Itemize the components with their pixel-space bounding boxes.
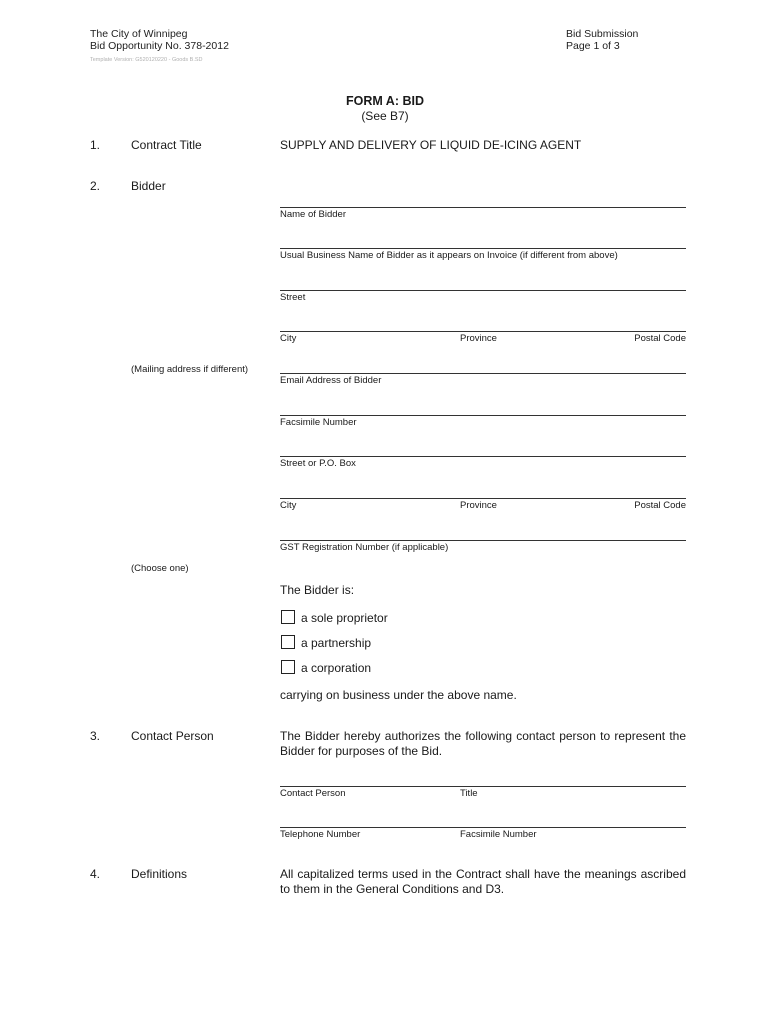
province-label: Province (460, 333, 497, 344)
street-po-line[interactable] (280, 456, 686, 457)
section1-label: Contract Title (131, 138, 202, 152)
city-label: City (280, 333, 297, 344)
header-bid-submission: Bid Submission (566, 28, 639, 40)
telephone-label: Telephone Number (280, 829, 361, 840)
gst-label: GST Registration Number (if applicable) (280, 542, 449, 553)
gst-line[interactable] (280, 540, 686, 541)
bidder-is-label: The Bidder is: (280, 583, 355, 597)
section4-number: 4. (90, 867, 101, 881)
name-of-bidder-label: Name of Bidder (280, 209, 347, 220)
definitions-text: All capitalized terms used in the Contract shall have the meanings ascribed to them in the General Conditions and D3. (280, 867, 686, 896)
header-page-number: Page 1 of 3 (566, 40, 620, 52)
contact-person-line[interactable] (280, 786, 686, 787)
carrying-on-text: carrying on business under the above name. (280, 688, 517, 702)
street-label: Street (280, 292, 306, 303)
sole-proprietor-checkbox[interactable] (281, 610, 295, 624)
postal-code-label: Postal Code (634, 333, 686, 344)
mailing-city-label: City (280, 500, 297, 511)
street-line[interactable] (280, 290, 686, 291)
section2-number: 2. (90, 179, 101, 193)
header-bid-opportunity: Bid Opportunity No. 378-2012 (90, 40, 229, 52)
contract-title-value: SUPPLY AND DELIVERY OF LIQUID DE-ICING AGENT (280, 138, 582, 152)
mailing-province-label: Province (460, 500, 497, 511)
usual-business-name-line[interactable] (280, 248, 686, 249)
corporation-label: a corporation (301, 661, 372, 675)
mailing-postal-code-label: Postal Code (634, 500, 686, 511)
form-title: FORM A: BID (346, 94, 424, 108)
email-line[interactable] (280, 373, 686, 374)
usual-business-name-label: Usual Business Name of Bidder as it appears on Invoice (if different from above) (280, 250, 618, 261)
mailing-address-note: (Mailing address if different) (131, 364, 249, 375)
contact-person-label: Contact Person (280, 788, 346, 799)
name-of-bidder-line[interactable] (280, 207, 686, 208)
email-label: Email Address of Bidder (280, 375, 382, 386)
fax-line[interactable] (280, 415, 686, 416)
template-version: Template Version: G520120220 - Goods B.SD (90, 57, 203, 63)
city-province-postal-line[interactable] (280, 331, 686, 332)
telephone-fax-line[interactable] (280, 827, 686, 828)
corporation-checkbox[interactable] (281, 660, 295, 674)
section1-number: 1. (90, 138, 101, 152)
mailing-city-province-postal-line[interactable] (280, 498, 686, 499)
contact-title-label: Title (460, 788, 478, 799)
form-see-reference: (See B7) (361, 109, 409, 123)
street-po-label: Street or P.O. Box (280, 458, 356, 469)
sole-proprietor-label: a sole proprietor (301, 611, 388, 625)
partnership-label: a partnership (301, 636, 372, 650)
choose-one-note: (Choose one) (131, 563, 189, 574)
contact-fax-label: Facsimile Number (460, 829, 537, 840)
section4-label: Definitions (131, 867, 188, 881)
section2-label: Bidder (131, 179, 166, 193)
section3-label: Contact Person (131, 729, 214, 743)
section3-number: 3. (90, 729, 101, 743)
contact-authorization-text: The Bidder hereby authorizes the following contact person to represent the Bidder for purposes of the Bid. (280, 729, 686, 758)
header-city: The City of Winnipeg (90, 28, 188, 40)
fax-label: Facsimile Number (280, 417, 357, 428)
partnership-checkbox[interactable] (281, 635, 295, 649)
